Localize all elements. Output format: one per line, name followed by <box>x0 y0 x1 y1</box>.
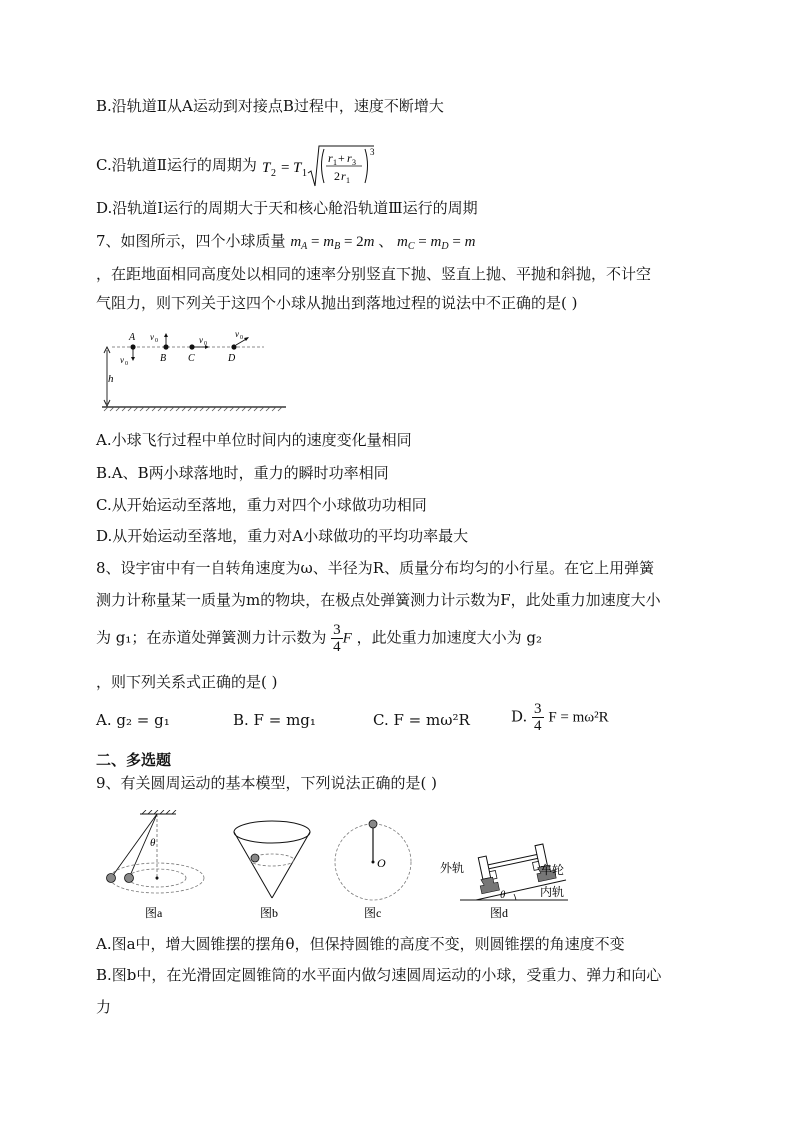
svg-text:T: T <box>261 160 271 176</box>
q8-line4: ，则下列关系式正确的是( ) <box>96 673 278 691</box>
svg-text:3: 3 <box>369 147 375 157</box>
q7-stem-prefix: 7、如图所示，四个小球质量 <box>96 232 286 250</box>
q9-option-b-line2: 力 <box>96 998 112 1016</box>
q7-option-a: A.小球飞行过程中单位时间内的速度变化量相同 <box>96 431 412 449</box>
figure-a-conical-pendulum <box>107 810 205 920</box>
figure-d-banked-track <box>440 843 568 920</box>
svg-text:v: v <box>235 329 239 339</box>
q9-stem: 9、有关圆周运动的基本模型，下列说法正确的是( ) <box>96 774 438 792</box>
q8-line2: 测力计称量某一质量为m的物块，在极点处弹簧测力计示数为F，此处重力加速度大小 <box>96 591 661 609</box>
q6-option-c-formula <box>262 143 382 189</box>
svg-text:θ: θ <box>150 837 156 849</box>
q6-option-c <box>96 143 382 189</box>
q8-option-d-label: D. <box>511 707 528 726</box>
svg-text:1: 1 <box>332 158 337 167</box>
svg-text:2: 2 <box>333 169 340 183</box>
svg-text:r: r <box>327 151 333 165</box>
q8-option-a: A. g₂ = g₁ <box>96 711 170 729</box>
q9-figures <box>96 810 576 926</box>
q7-mass-formula: $m_A = m_B = 2m$ 、 $m_C = m_D = m$ <box>290 234 476 252</box>
svg-text:2: 2 <box>270 168 276 179</box>
svg-text:T: T <box>292 160 302 176</box>
q9-option-a: A.图a中，增大圆锥摆的摆角θ，但保持圆锥的高度不变，则圆锥摆的角速度不变 <box>96 935 625 953</box>
svg-text:0: 0 <box>125 361 128 367</box>
svg-text:h: h <box>108 373 114 385</box>
svg-text:1: 1 <box>345 176 350 185</box>
q6-option-c-text: C.沿轨道Ⅱ运行的周期为 <box>96 156 257 174</box>
caption-d: 图d <box>490 906 509 920</box>
q9-option-b-line1: B.图b中，在光滑固定圆锥筒的水平面内做匀速圆周运动的小球，受重力、弹力和向心 <box>96 966 662 984</box>
q7-figure <box>96 326 292 416</box>
svg-text:v: v <box>150 332 154 342</box>
label-inner-rail: 内轨 <box>540 885 565 899</box>
q8-line1: 8、设宇宙中有一自转角速度为ω、半径为R、质量分布均匀的小行星。在它上用弹簧 <box>96 559 655 577</box>
svg-text:C: C <box>188 353 195 364</box>
caption-c: 图c <box>364 906 382 920</box>
label-outer-rail: 外轨 <box>440 861 465 875</box>
q8-line3-a: 为 g₁；在赤道处弹簧测力计示数为 <box>96 628 327 647</box>
q8-option-d-formula: F = mω²R <box>548 709 609 726</box>
svg-text:0: 0 <box>155 338 158 344</box>
q7-stem-line2: ，在距地面相同高度处以相同的速率分别竖直下抛、竖直上抛、平抛和斜抛，不计空 <box>96 265 652 283</box>
q8-line3 <box>96 622 542 655</box>
caption-b: 图b <box>260 906 279 920</box>
svg-text:v: v <box>120 355 124 365</box>
svg-text:3: 3 <box>351 158 356 167</box>
q7-option-c: C.从开始运动至落地，重力对四个小球做功功相同 <box>96 496 427 514</box>
caption-a: 图a <box>145 906 163 920</box>
q7-stem-line1 <box>96 231 475 257</box>
q7-option-d: D.从开始运动至落地，重力对A小球做功的平均功率最大 <box>96 527 469 545</box>
q6-option-d: D.沿轨道Ⅰ运行的周期大于天和核心舱沿轨道Ⅲ运行的周期 <box>96 199 478 217</box>
svg-text:O: O <box>377 856 386 870</box>
section-heading: 二、多选题 <box>96 751 172 769</box>
svg-text:v: v <box>199 335 203 345</box>
q6-option-b: B.沿轨道Ⅱ从A运动到对接点B过程中，速度不断增大 <box>96 97 444 115</box>
svg-text:A: A <box>129 332 136 343</box>
svg-text:+: + <box>337 151 345 165</box>
q8-line3-b: ，此处重力加速度大小为 g₂ <box>356 628 543 647</box>
q8-option-d-fraction: $\frac{3}{4}$ <box>534 701 542 734</box>
svg-text:1: 1 <box>301 168 307 179</box>
q7-stem-line3: 气阻力，则下列关于这四个小球从抛出到落地过程的说法中不正确的是( ) <box>96 294 578 312</box>
figure-b-cone <box>234 821 310 920</box>
svg-text:θ: θ <box>500 889 506 901</box>
q8-option-d <box>511 701 609 734</box>
q8-option-c: C. F = mω²R <box>373 711 470 729</box>
svg-text:r: r <box>346 151 352 165</box>
figure-c-vertical-circle <box>335 820 411 920</box>
q8-option-b: B. F = mg₁ <box>233 711 316 729</box>
label-wheel: 车轮 <box>540 863 565 877</box>
q8-fraction-3-4: $\frac{3}{4}$ <box>333 622 341 655</box>
svg-text:D: D <box>228 353 236 364</box>
q8-force-symbol: F <box>342 630 352 647</box>
svg-text:=: = <box>280 160 290 176</box>
svg-text:r: r <box>340 169 346 183</box>
svg-text:B: B <box>160 353 167 364</box>
q7-option-b: B.A、B两小球落地时，重力的瞬时功率相同 <box>96 464 389 482</box>
svg-text:0: 0 <box>240 335 243 341</box>
svg-text:0: 0 <box>204 341 207 347</box>
